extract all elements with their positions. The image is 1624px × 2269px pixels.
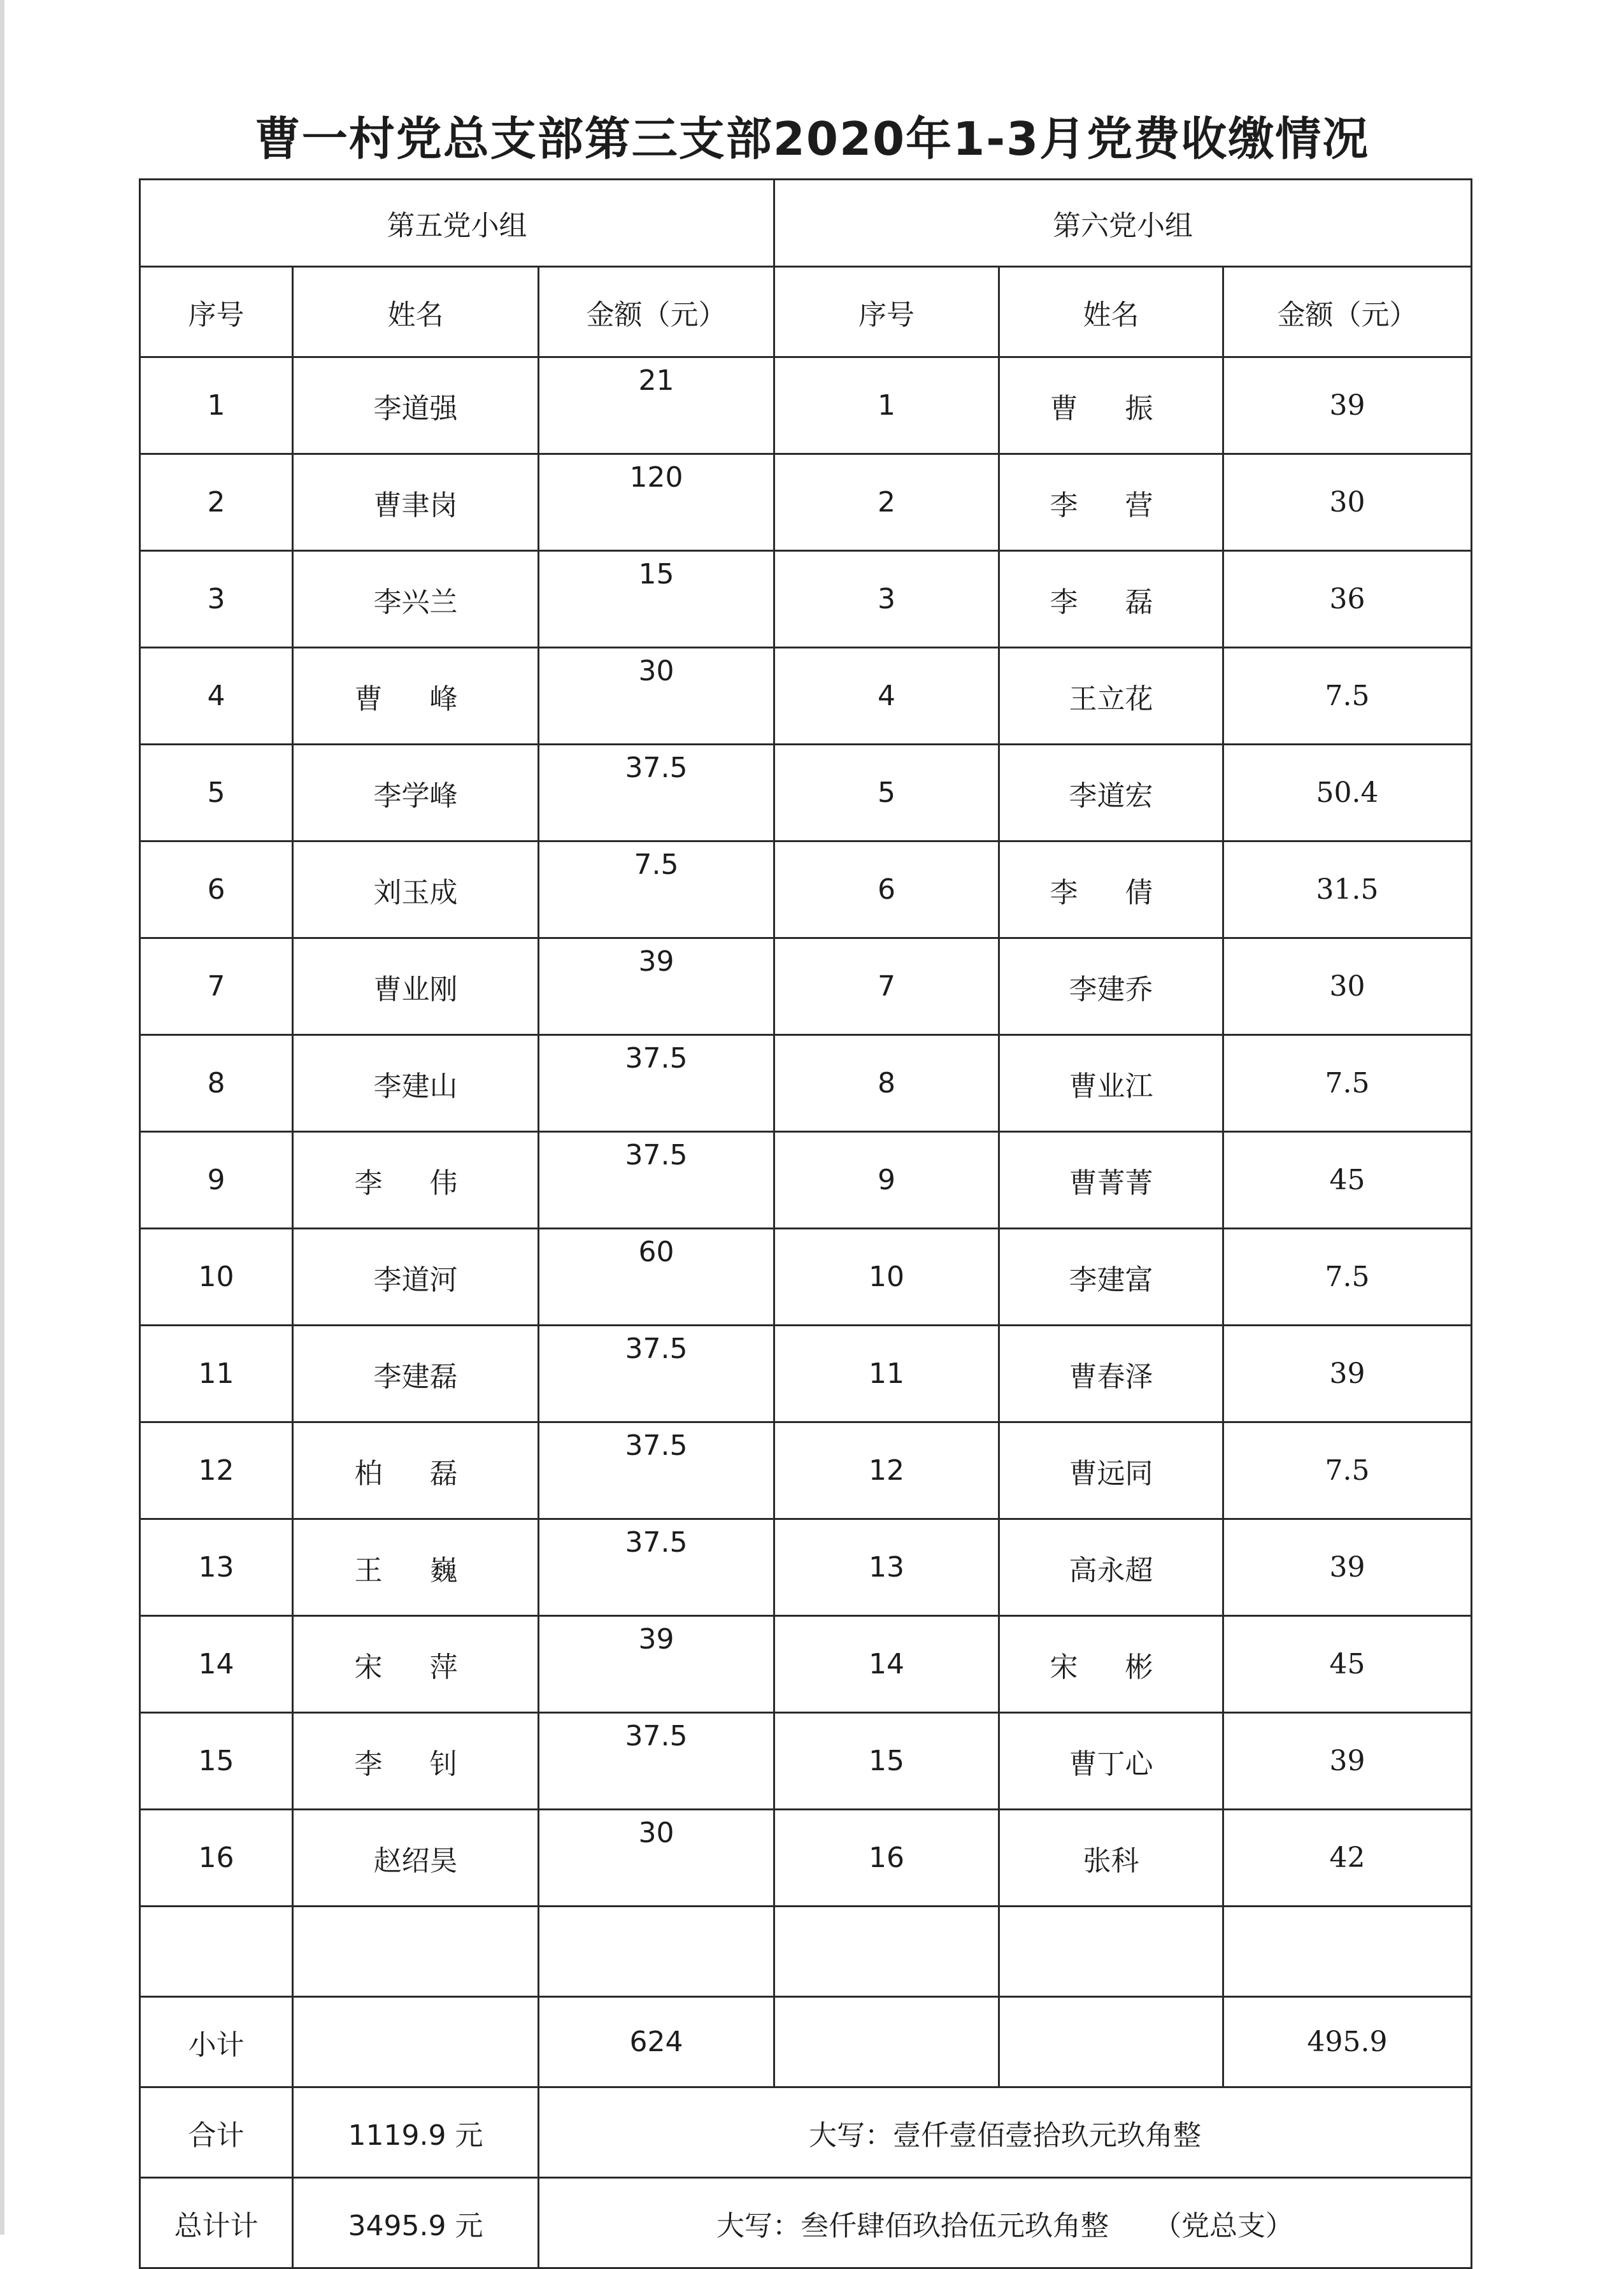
blank-row — [140, 1907, 1472, 1997]
subtotal-label: 小计 — [140, 1997, 293, 2087]
left-amount-cell: 39 — [539, 938, 774, 1035]
left-amount-cell: 37.5 — [539, 1713, 774, 1810]
col-name-header: 姓名 — [999, 267, 1223, 357]
right-name-cell: 王立花 — [999, 648, 1223, 745]
right-seq-cell: 1 — [774, 357, 999, 454]
table-row — [140, 1326, 1472, 1422]
right-name-cell: 李 倩 — [999, 841, 1223, 938]
scan-edge — [0, 0, 4, 2235]
right-name-cell: 张科 — [999, 1810, 1223, 1907]
right-amount-cell: 7.5 — [1223, 1422, 1472, 1519]
right-seq-cell: 4 — [774, 648, 999, 745]
left-seq-cell: 11 — [140, 1326, 293, 1422]
right-seq-cell: 9 — [774, 1132, 999, 1229]
right-seq-cell: 8 — [774, 1035, 999, 1132]
grand-total-amount: 3495.9 元 — [293, 2178, 539, 2268]
group-left-header: 第五党小组 — [140, 180, 774, 267]
right-seq-cell: 13 — [774, 1519, 999, 1616]
left-name-cell: 赵绍昊 — [293, 1810, 539, 1907]
right-name-cell: 曹 振 — [999, 357, 1223, 454]
dues-table — [139, 178, 1472, 2269]
right-amount-cell: 36 — [1223, 551, 1472, 648]
right-name-cell: 李建富 — [999, 1229, 1223, 1326]
table-row — [140, 745, 1472, 841]
right-amount-cell: 30 — [1223, 454, 1472, 551]
left-seq-cell: 10 — [140, 1229, 293, 1326]
right-seq-cell: 14 — [774, 1616, 999, 1713]
grand-total-words-cell — [539, 2178, 1472, 2268]
col-amount-header: 金额（元） — [539, 267, 774, 357]
left-amount-cell: 37.5 — [539, 1422, 774, 1519]
col-amount-header: 金额（元） — [1223, 267, 1472, 357]
left-amount-cell: 7.5 — [539, 841, 774, 938]
left-seq-cell: 8 — [140, 1035, 293, 1132]
left-name-cell: 曹聿岗 — [293, 454, 539, 551]
right-amount-cell: 7.5 — [1223, 1035, 1472, 1132]
col-seq-header: 序号 — [140, 267, 293, 357]
left-seq-cell: 4 — [140, 648, 293, 745]
left-amount-cell: 37.5 — [539, 1326, 774, 1422]
table-row — [140, 1519, 1472, 1616]
right-name-cell: 李道宏 — [999, 745, 1223, 841]
right-name-cell: 曹春泽 — [999, 1326, 1223, 1422]
left-seq-cell: 16 — [140, 1810, 293, 1907]
total-in-words: 大写：壹仟壹佰壹拾玖元玖角整 — [539, 2087, 1472, 2178]
right-amount-cell: 7.5 — [1223, 648, 1472, 745]
right-seq-cell: 2 — [774, 454, 999, 551]
left-name-cell: 刘玉成 — [293, 841, 539, 938]
right-name-cell: 曹菁菁 — [999, 1132, 1223, 1229]
left-seq-cell: 5 — [140, 745, 293, 841]
table-row — [140, 1132, 1472, 1229]
left-amount-cell: 21 — [539, 357, 774, 454]
right-seq-cell: 7 — [774, 938, 999, 1035]
left-amount-cell: 30 — [539, 648, 774, 745]
right-seq-cell: 6 — [774, 841, 999, 938]
left-name-cell: 王 巍 — [293, 1519, 539, 1616]
right-amount-cell: 31.5 — [1223, 841, 1472, 938]
right-amount-cell: 50.4 — [1223, 745, 1472, 841]
col-name-header: 姓名 — [293, 267, 539, 357]
left-name-cell: 宋 萍 — [293, 1616, 539, 1713]
left-amount-cell: 37.5 — [539, 1035, 774, 1132]
right-seq-cell: 3 — [774, 551, 999, 648]
left-amount-cell: 37.5 — [539, 745, 774, 841]
total-row — [140, 2087, 1472, 2178]
right-amount-cell: 30 — [1223, 938, 1472, 1035]
right-seq-cell: 15 — [774, 1713, 999, 1810]
left-seq-cell: 6 — [140, 841, 293, 938]
subtotal-right-value: 495.9 — [1223, 1997, 1472, 2087]
table-row — [140, 551, 1472, 648]
right-amount-cell: 39 — [1223, 1713, 1472, 1810]
right-amount-cell: 45 — [1223, 1616, 1472, 1713]
table-row — [140, 1616, 1472, 1713]
left-amount-cell: 15 — [539, 551, 774, 648]
right-name-cell: 曹远同 — [999, 1422, 1223, 1519]
left-name-cell: 柏 磊 — [293, 1422, 539, 1519]
left-name-cell: 李 钊 — [293, 1713, 539, 1810]
table-row — [140, 1422, 1472, 1519]
table-row — [140, 938, 1472, 1035]
left-name-cell: 李学峰 — [293, 745, 539, 841]
left-seq-cell: 2 — [140, 454, 293, 551]
table-row — [140, 454, 1472, 551]
table-row — [140, 648, 1472, 745]
left-name-cell: 曹业刚 — [293, 938, 539, 1035]
right-seq-cell: 10 — [774, 1229, 999, 1326]
total-amount: 1119.9 元 — [293, 2087, 539, 2178]
table-row — [140, 1229, 1472, 1326]
right-seq-cell: 5 — [774, 745, 999, 841]
left-amount-cell: 39 — [539, 1616, 774, 1713]
left-name-cell: 李道强 — [293, 357, 539, 454]
right-amount-cell: 45 — [1223, 1132, 1472, 1229]
grand-total-in-words: 大写：叁仟肆佰玖拾伍元玖角整 — [716, 2209, 1109, 2242]
left-name-cell: 李兴兰 — [293, 551, 539, 648]
left-amount-cell: 37.5 — [539, 1132, 774, 1229]
table-row — [140, 1810, 1472, 1907]
left-seq-cell: 7 — [140, 938, 293, 1035]
subtotal-row — [140, 1997, 1472, 2087]
grand-total-note: （党总支） — [1153, 2209, 1294, 2242]
table-row — [140, 1713, 1472, 1810]
left-amount-cell: 60 — [539, 1229, 774, 1326]
left-seq-cell: 15 — [140, 1713, 293, 1810]
table-row — [140, 1035, 1472, 1132]
left-name-cell: 李建磊 — [293, 1326, 539, 1422]
left-seq-cell: 13 — [140, 1519, 293, 1616]
left-seq-cell: 12 — [140, 1422, 293, 1519]
table-row — [140, 357, 1472, 454]
right-amount-cell: 39 — [1223, 357, 1472, 454]
grand-total-label: 总计计 — [140, 2178, 293, 2268]
left-amount-cell: 120 — [539, 454, 774, 551]
right-seq-cell: 16 — [774, 1810, 999, 1907]
left-name-cell: 李建山 — [293, 1035, 539, 1132]
right-amount-cell: 42 — [1223, 1810, 1472, 1907]
left-seq-cell: 3 — [140, 551, 293, 648]
left-seq-cell: 9 — [140, 1132, 293, 1229]
right-name-cell: 曹业江 — [999, 1035, 1223, 1132]
left-seq-cell: 14 — [140, 1616, 293, 1713]
left-name-cell: 李 伟 — [293, 1132, 539, 1229]
left-seq-cell: 1 — [140, 357, 293, 454]
col-seq-header: 序号 — [774, 267, 999, 357]
document-title: 曹一村党总支部第三支部2020年1-3月党费收缴情况 — [254, 112, 1370, 166]
left-name-cell: 李道河 — [293, 1229, 539, 1326]
right-amount-cell: 7.5 — [1223, 1229, 1472, 1326]
right-seq-cell: 12 — [774, 1422, 999, 1519]
right-name-cell: 李 营 — [999, 454, 1223, 551]
subtotal-left-value: 624 — [539, 1997, 774, 2087]
table-row — [140, 841, 1472, 938]
right-amount-cell: 39 — [1223, 1326, 1472, 1422]
right-name-cell: 李建乔 — [999, 938, 1223, 1035]
group-right-header: 第六党小组 — [774, 180, 1472, 267]
total-label: 合计 — [140, 2087, 293, 2178]
left-amount-cell: 30 — [539, 1810, 774, 1907]
right-seq-cell: 11 — [774, 1326, 999, 1422]
right-name-cell: 宋 彬 — [999, 1616, 1223, 1713]
right-name-cell: 高永超 — [999, 1519, 1223, 1616]
right-name-cell: 曹丁心 — [999, 1713, 1223, 1810]
left-amount-cell: 37.5 — [539, 1519, 774, 1616]
left-name-cell: 曹 峰 — [293, 648, 539, 745]
grand-total-row — [140, 2178, 1472, 2268]
right-name-cell: 李 磊 — [999, 551, 1223, 648]
right-amount-cell: 39 — [1223, 1519, 1472, 1616]
